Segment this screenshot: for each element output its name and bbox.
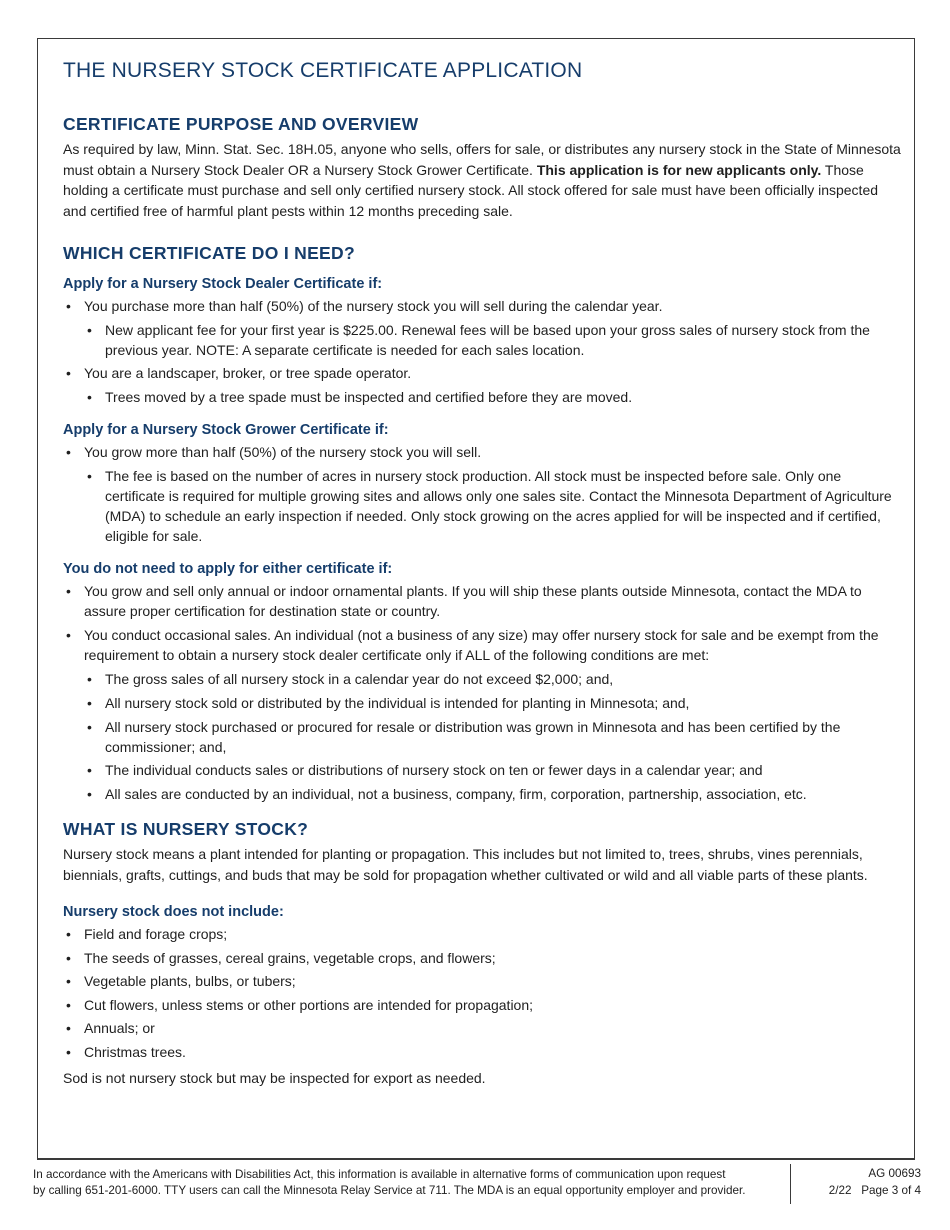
- what-heading: WHAT IS NURSERY STOCK?: [63, 819, 309, 839]
- list-item: • You grow more than half (50%) of the nursery stock you will sell.: [63, 442, 903, 462]
- purpose-text-1: As required by law, Minn. Stat. Sec. 18H.05, anyone who sells, offers for sale, or distributes any nursery stock in the State of Minnesota must obtain a Nursery Stock Dealer OR a Nursery Stock Grower Certificate.: [63, 141, 901, 178]
- grower-list: [63, 442, 903, 546]
- revision-date: 2/22: [828, 1184, 852, 1197]
- list-item: • Trees moved by a tree spade must be inspected and certified before they are moved.: [63, 387, 903, 407]
- list-item: • All sales are conducted by an individual, not a business, company, firm, corporation, partnership, association, etc.: [63, 784, 903, 804]
- purpose-heading: CERTIFICATE PURPOSE AND OVERVIEW: [63, 114, 419, 134]
- page-number: Page 3 of 4: [861, 1184, 921, 1197]
- exclusions-heading: Nursery stock does not include:: [63, 904, 284, 920]
- purpose-text-2: Those holding a certificate must purchase and sell only certified nursery stock. All stock offered for sale must have been officially inspected and certified free of harmful plant pests within 12 months preceding sale.: [63, 161, 879, 219]
- list-item: • Cut flowers, unless stems or other portions are intended for propagation;: [63, 995, 903, 1015]
- list-item: • You are a landscaper, broker, or tree spade operator.: [63, 363, 903, 383]
- neither-heading: You do not need to apply for either certificate if:: [63, 561, 393, 577]
- list-item: • All nursery stock purchased or procured for resale or distribution was grown in Minnesota and has been certified by the commissioner; and,: [63, 717, 903, 757]
- list-item: • You grow and sell only annual or indoor ornamental plants. If you will ship these plants outside Minnesota, contact the MDA to assure proper certification for destination state or country.: [63, 581, 903, 621]
- what-paragraph: Nursery stock means a plant intended for planting or propagation. This includes but not limited to, trees, shrubs, vines perennials, biennials, grafts, cuttings, and buds that may be sold for propagation whether cultivated or wild and all viable parts of these plants.: [63, 846, 868, 883]
- footer-page-info: [800, 1165, 921, 1199]
- list-item: • Christmas trees.: [63, 1042, 903, 1062]
- list-item: • The seeds of grasses, cereal grains, vegetable crops, and flowers;: [63, 948, 903, 968]
- ada-notice: [33, 1167, 753, 1199]
- dealer-list: [63, 296, 903, 407]
- ada-line-2: by calling 651-201-6000. TTY users can call the Minnesota Relay Service at 711. The MDA is an equal opportunity employer and provider.: [33, 1184, 746, 1197]
- form-number: AG 00693: [868, 1167, 921, 1180]
- neither-list: [63, 581, 903, 804]
- grower-heading: Apply for a Nursery Stock Grower Certificate if:: [63, 422, 389, 438]
- ada-line-1: In accordance with the Americans with Disabilities Act, this information is available in alternative forms of communication upon request: [33, 1168, 726, 1181]
- list-item: • New applicant fee for your first year is $225.00. Renewal fees will be based upon your gross sales of nursery stock from the previous year. NOTE: A separate certificate is needed for each sales location.: [63, 320, 903, 360]
- dealer-heading: Apply for a Nursery Stock Dealer Certificate if:: [63, 276, 383, 292]
- purpose-paragraph: [63, 139, 903, 221]
- sod-note: Sod is not nursery stock but may be inspected for export as needed.: [63, 1069, 486, 1086]
- list-item: • The fee is based on the number of acres in nursery stock production. All stock must be inspected before sale. Only one certificate is required for multiple growing sites and allows only one sales site. Contact the Minnesota Department of Agriculture (MDA) to schedule an early inspection if needed. Only stock growing on the acres applied for will be inspected and if certified, eligible for sale.: [63, 466, 903, 546]
- list-item: • The individual conducts sales or distributions of nursery stock on ten or fewer days in a calendar year; and: [63, 760, 903, 780]
- which-heading: WHICH CERTIFICATE DO I NEED?: [63, 243, 355, 263]
- exclusions-list: [63, 924, 903, 1062]
- list-item: • Annuals; or: [63, 1018, 903, 1038]
- list-item: • The gross sales of all nursery stock in a calendar year do not exceed $2,000; and,: [63, 669, 903, 689]
- list-item: • You conduct occasional sales. An individual (not a business of any size) may offer nursery stock for sale and be exempt from the requirement to obtain a nursery stock dealer certificate only if ALL of the following conditions are met:: [63, 625, 903, 665]
- page-title: THE NURSERY STOCK CERTIFICATE APPLICATION: [63, 59, 583, 82]
- footer-divider: [790, 1164, 791, 1204]
- document-body: [63, 57, 903, 1088]
- list-item: • All nursery stock sold or distributed by the individual is intended for planting in Minnesota; and,: [63, 693, 903, 713]
- date-and-page: [800, 1182, 921, 1199]
- purpose-text-bold: This application is for new applicants only.: [536, 161, 822, 178]
- list-item: • You purchase more than half (50%) of the nursery stock you will sell during the calendar year.: [63, 296, 903, 316]
- list-item: • Field and forage crops;: [63, 924, 903, 944]
- list-item: • Vegetable plants, bulbs, or tubers;: [63, 971, 903, 991]
